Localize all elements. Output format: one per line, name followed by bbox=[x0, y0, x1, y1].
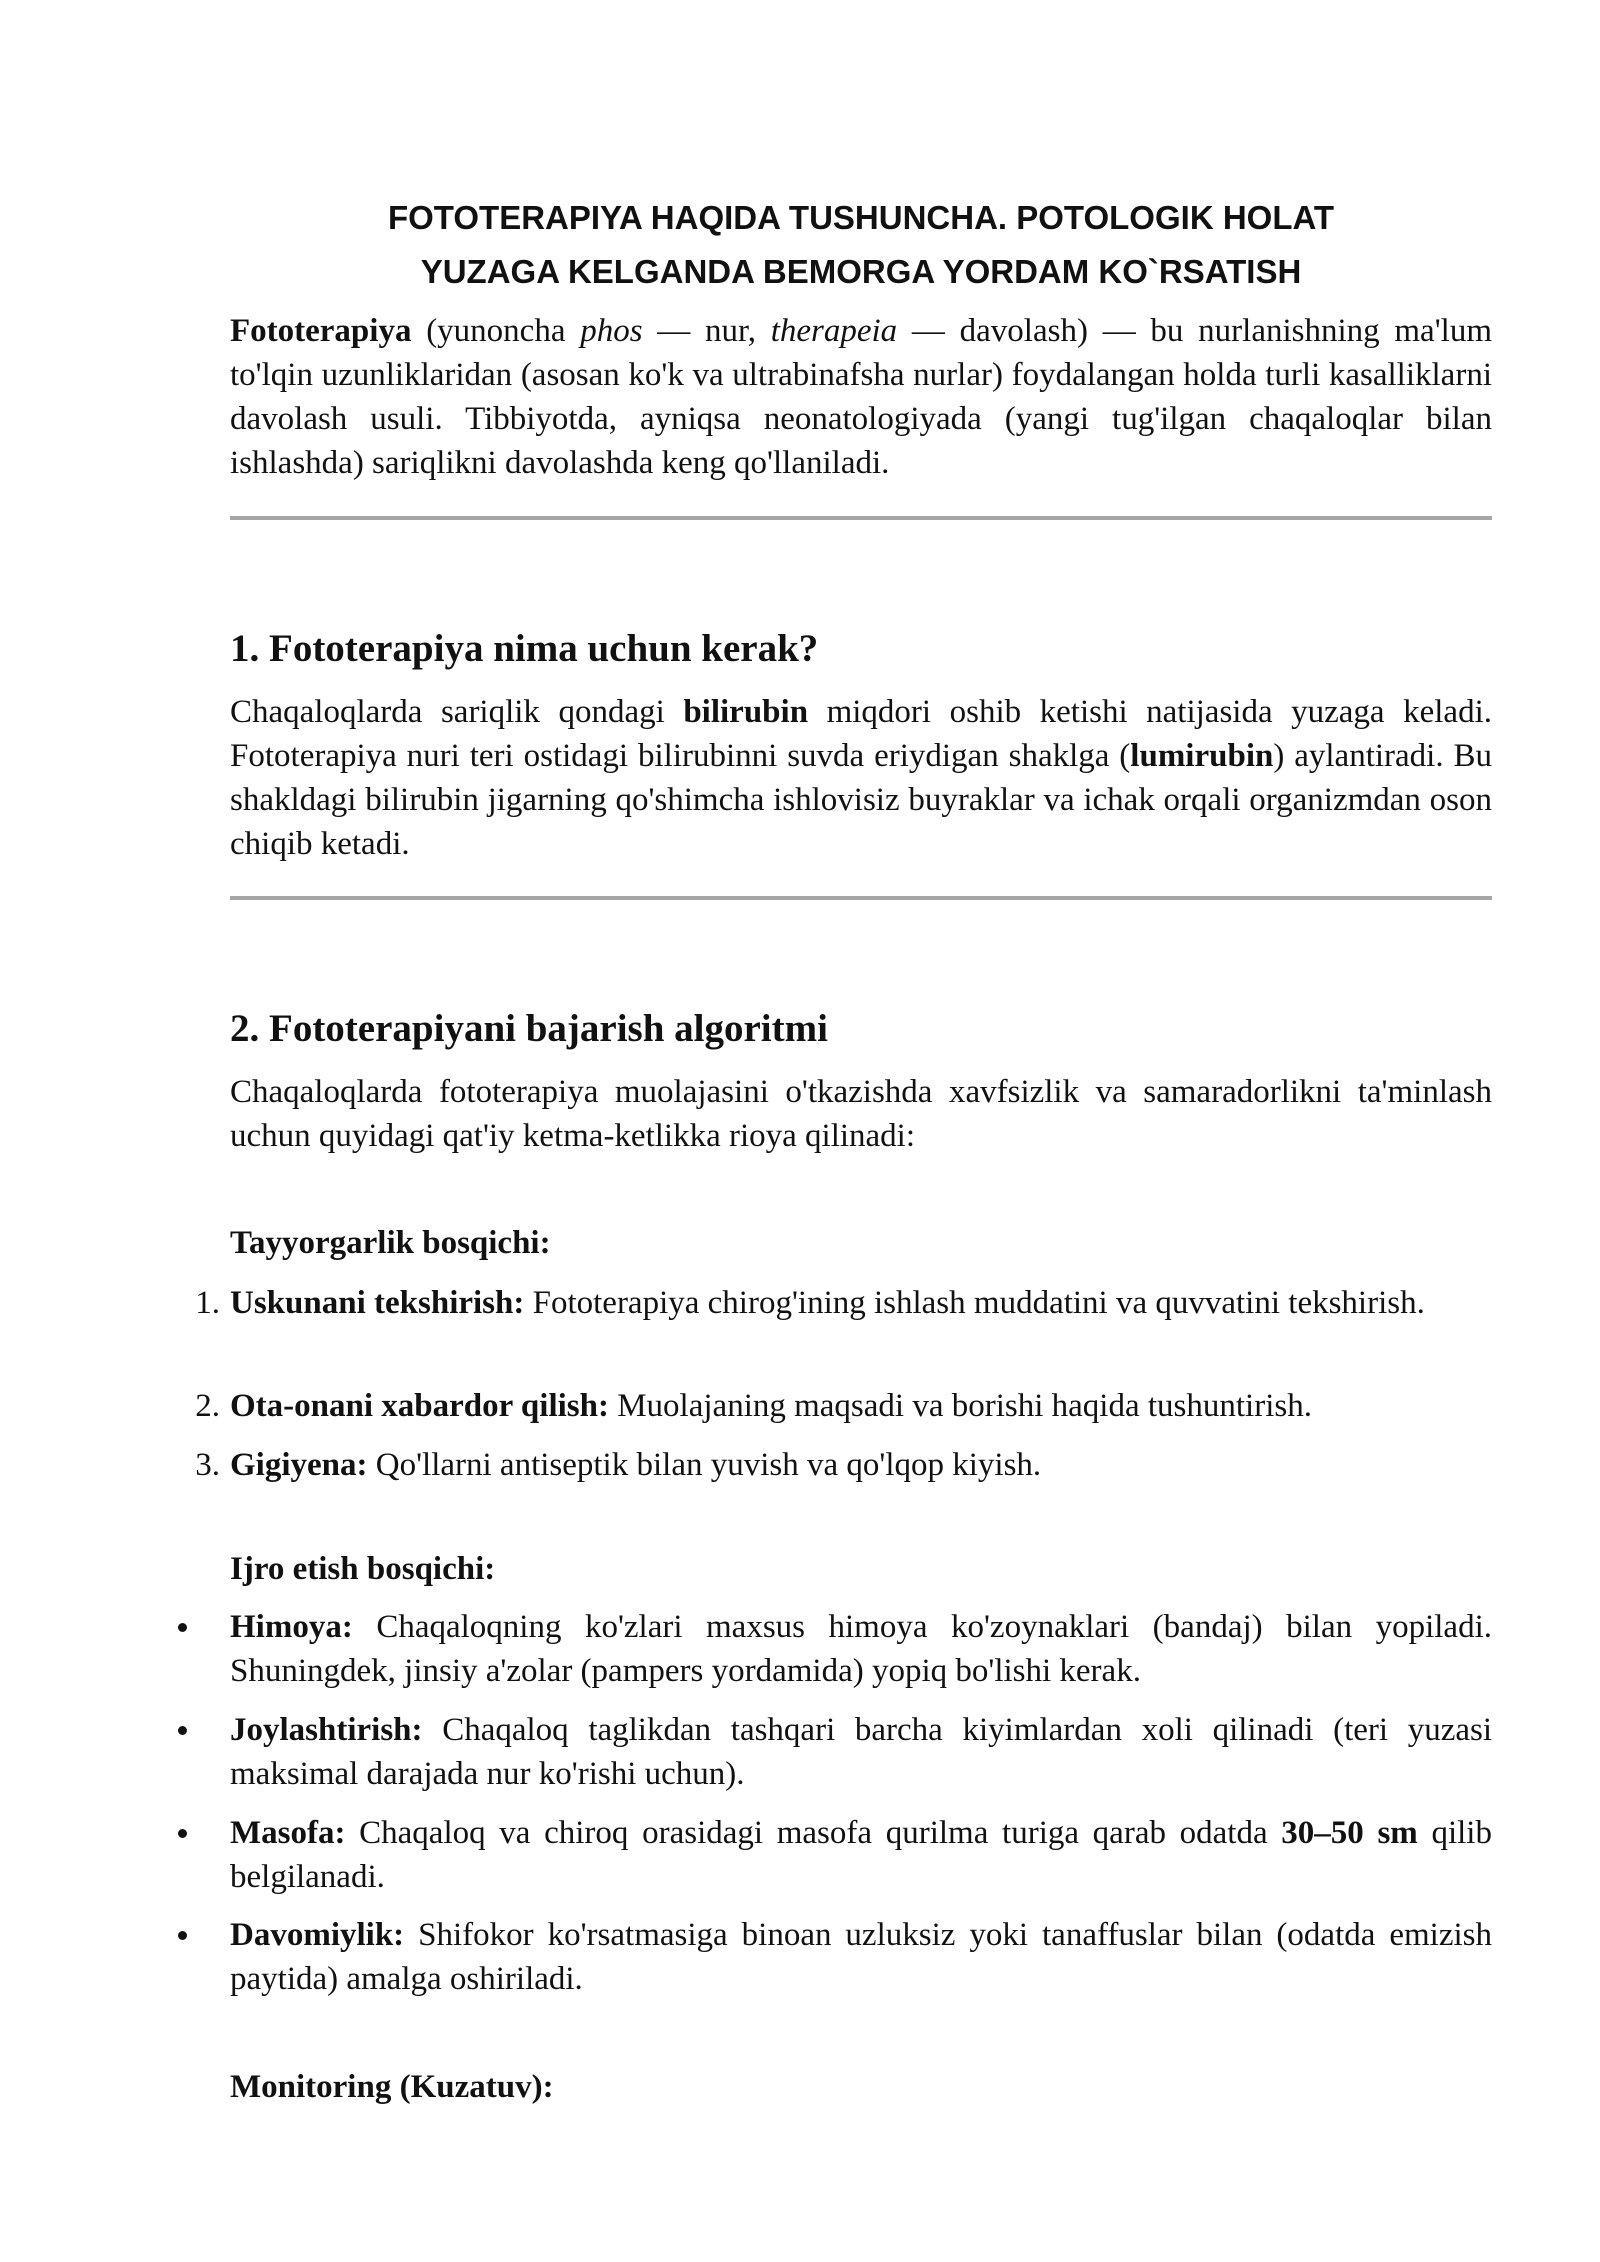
intro-phos: phos bbox=[580, 313, 643, 349]
section-2-intro bbox=[230, 1070, 1492, 1158]
monitoring-heading-text: Monitoring (Kuzatuv): bbox=[230, 2069, 554, 2105]
section-1-text-1: Chaqaloqlarda sariqlik qondagi bbox=[230, 694, 684, 730]
list-item-text: Chaqaloq taglikdan tashqari barcha kiyimlardan xoli qilinadi (teri yuzasi maksimal darajada nur ko'rishi uchun). bbox=[230, 1712, 1492, 1792]
prep-heading-text: Tayyorgarlik bosqichi: bbox=[230, 1225, 551, 1261]
prep-heading bbox=[230, 1221, 1492, 1265]
list-number: 3. bbox=[195, 1447, 220, 1483]
lumirubin-term: lumirubin bbox=[1130, 738, 1274, 774]
list-item-text-2: qilib belgilanadi. bbox=[230, 1815, 1492, 1895]
section-divider-1 bbox=[230, 516, 1492, 520]
intro-therapeia: therapeia bbox=[770, 313, 898, 349]
bullet-icon bbox=[178, 1623, 187, 1632]
list-item-text: Fototerapiya chirog'ining ishlash muddatini va quvvatini tekshirish. bbox=[524, 1285, 1425, 1321]
list-item-text: Qo'llarni antiseptik bilan yuvish va qo'lqop kiyish. bbox=[367, 1447, 1042, 1483]
list-item bbox=[195, 1281, 1492, 1325]
list-item-label: Joylashtirish: bbox=[230, 1712, 423, 1748]
intro-text-2: — nur, bbox=[642, 313, 771, 349]
list-item-text: Muolajaning maqsadi va borishi haqida tushuntirish. bbox=[608, 1388, 1312, 1424]
bullet-icon bbox=[178, 1829, 187, 1838]
exec-heading bbox=[230, 1547, 1492, 1591]
intro-term: Fototerapiya bbox=[230, 313, 412, 349]
list-item bbox=[230, 1605, 1492, 1693]
list-item bbox=[230, 1913, 1492, 2001]
section-2-heading-text: 2. Fototerapiyani bajarish algoritmi bbox=[230, 1007, 828, 1050]
section-1-paragraph bbox=[230, 690, 1492, 866]
intro-paragraph bbox=[230, 309, 1492, 485]
document-title-line-2: YUZAGA KELGANDA BEMORGA YORDAM KO`RSATISH bbox=[420, 253, 1302, 290]
list-item-label: Gigiyena: bbox=[230, 1447, 368, 1483]
list-item-text: Chaqaloq va chiroq orasidagi masofa qurilma turiga qarab odatda bbox=[345, 1815, 1282, 1851]
section-divider-2 bbox=[230, 896, 1492, 900]
list-item-label: Masofa: bbox=[230, 1815, 346, 1851]
list-item-label: Davomiylik: bbox=[230, 1917, 405, 1953]
list-number: 2. bbox=[195, 1388, 220, 1424]
section-1-heading-text: 1. Fototerapiya nima uchun kerak? bbox=[230, 627, 819, 670]
exec-heading-text: Ijro etish bosqichi: bbox=[230, 1551, 496, 1587]
bullet-icon bbox=[178, 1726, 187, 1735]
monitoring-heading bbox=[230, 2065, 1492, 2109]
bullet-icon bbox=[178, 1931, 187, 1940]
list-item-text: Chaqaloqning ko'zlari maxsus himoya ko'zoynaklari (bandaj) bilan yopiladi. Shuningdek, jinsiy a'zolar (pampers yordamida) yopiq bo'lishi kerak. bbox=[230, 1609, 1492, 1689]
section-1-text-2: miqdori oshib ketishi natijasida yuzaga keladi. Fototerapiya nuri teri ostidagi bilirubinni suvda eriydigan shaklga ( bbox=[230, 694, 1492, 774]
list-item bbox=[195, 1443, 1492, 1487]
intro-text-3: — davolash) — bu nurlanishning ma'lum to'lqin uzunliklaridan (asosan ko'k va ultrabinafsha nurlar) foydalangan holda turli kasalliklarni davolash usuli. Tibbiyotda, ayniqsa neonatologiyada (yangi tug'ilgan chaqaloqlar bilan ishlashda) sariqlikni davolashda keng qo'llaniladi. bbox=[230, 313, 1492, 481]
list-item-label: Uskunani tekshirish: bbox=[230, 1285, 525, 1321]
section-2-heading bbox=[230, 1004, 1492, 1054]
section-2-intro-text: Chaqaloqlarda fototerapiya muolajasini o'tkazishda xavfsizlik va samaradorlikni ta'minlash uchun quyidagi qat'iy ketma-ketlikka rioya qilinadi: bbox=[230, 1074, 1492, 1154]
list-item bbox=[230, 1811, 1492, 1899]
list-number: 1. bbox=[195, 1285, 220, 1321]
list-item-text: Shifokor ko'rsatmasiga binoan uzluksiz yoki tanaffuslar bilan (odatda emizish paytida) amalga oshiriladi. bbox=[230, 1917, 1492, 1997]
list-item bbox=[195, 1384, 1492, 1428]
section-1-heading bbox=[230, 624, 1492, 674]
bilirubin-term: bilirubin bbox=[683, 694, 809, 730]
distance-value: 30–50 sm bbox=[1281, 1815, 1418, 1851]
document-title-line-1: FOTOTERAPIYA HAQIDA TUSHUNCHA. POTOLOGIK HOLAT bbox=[387, 199, 1335, 236]
list-item-label: Ota-onani xabardor qilish: bbox=[230, 1388, 609, 1424]
list-item-label: Himoya: bbox=[230, 1609, 353, 1645]
intro-text-1: (yunoncha bbox=[411, 313, 581, 349]
list-item bbox=[230, 1708, 1492, 1796]
section-1-text-3: ) aylantiradi. Bu shakldagi bilirubin jigarning qo'shimcha ishlovisiz buyraklar va ichak orqali organizmdan oson chiqib ketadi. bbox=[230, 738, 1492, 862]
